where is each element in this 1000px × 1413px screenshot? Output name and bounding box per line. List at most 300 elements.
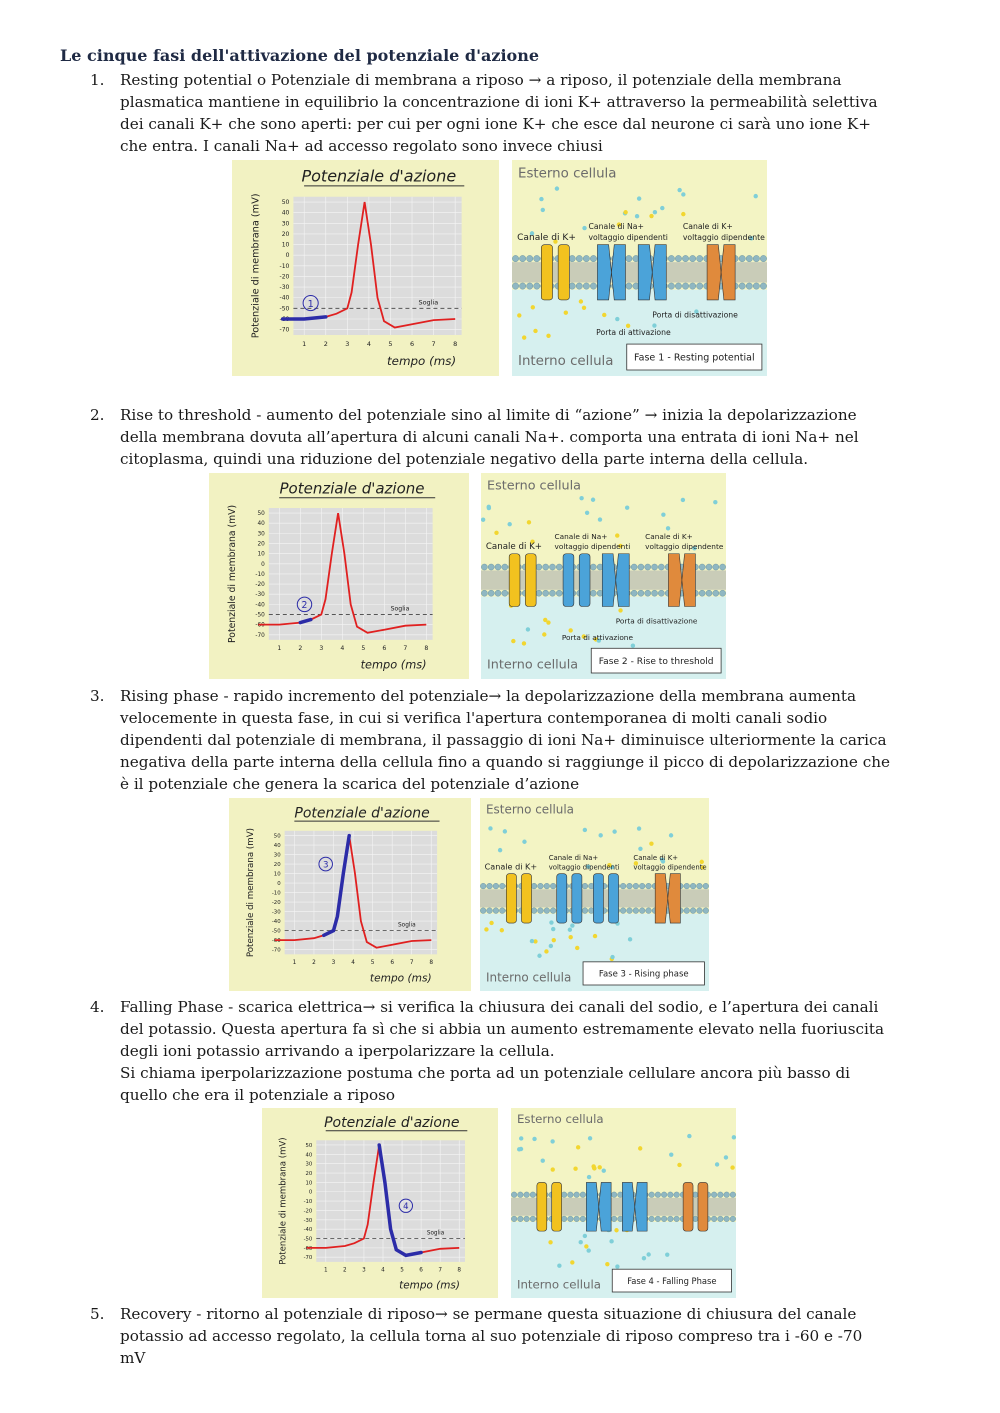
x-tick-label: 4 (340, 645, 345, 653)
action-potential-chart (229, 798, 471, 991)
phase-caption: Fase 1 - Resting potential (634, 352, 755, 364)
list-text: Rise to threshold - aumento del potenziale sino al limite di “azione” → inizia la depolarizzazione della membrana dovuta all’apertura di alcuni canali Na+. comporta una entrata di ioni Na+ nel citoplasma, quindi una riduzione del potenziale negativo della parte interna della cellula. (120, 406, 859, 468)
x-tick-label: 8 (457, 1267, 462, 1274)
y-tick-label: 40 (281, 209, 290, 217)
lipid-head (576, 283, 582, 289)
na-channel-label: voltaggio dipendenti (554, 542, 631, 552)
lipid-head (658, 564, 664, 570)
lipid-head (590, 564, 596, 570)
channel-subunit (509, 554, 520, 607)
sodium-ion (568, 928, 572, 932)
inactivation-gate-label: Porta di disattivazione (615, 616, 698, 626)
lipid-head (639, 883, 645, 889)
lipid-head (502, 564, 508, 570)
y-tick-label: 0 (285, 252, 290, 260)
lipid-head (655, 1192, 661, 1198)
sodium-ion (539, 197, 543, 201)
y-tick-label: -40 (271, 919, 281, 926)
sodium-ion (754, 194, 758, 198)
na-channel-label: Canale di Na+ (554, 531, 608, 541)
lipid-head (480, 883, 486, 889)
sodium-ion (487, 506, 491, 510)
channel-subunit (537, 1182, 547, 1231)
channel-subunit (721, 245, 735, 300)
y-tick-label: -20 (279, 273, 290, 281)
lipid-head (631, 564, 637, 570)
x-tick-label: 8 (424, 645, 429, 653)
sodium-ion (669, 1152, 673, 1156)
channel-subunit (602, 554, 615, 607)
channel-subunit (579, 554, 590, 607)
lipid-head (524, 1192, 530, 1198)
lipid-head (626, 255, 632, 261)
x-axis-label: tempo (ms) (399, 1279, 460, 1292)
lipid-head (684, 883, 690, 889)
channel-subunit (552, 1182, 562, 1231)
y-tick-label: -20 (255, 582, 265, 589)
chart-title: Potenziale d'azione (294, 805, 430, 822)
y-tick-label: -50 (303, 1236, 313, 1243)
potassium-ion (584, 1244, 588, 1248)
lipid-head (651, 564, 657, 570)
outside-label: Esterno cellula (486, 802, 575, 817)
lipid-head (536, 564, 542, 570)
lipid-head (495, 564, 501, 570)
x-tick-label: 5 (400, 1267, 404, 1274)
lipid-head (511, 1216, 517, 1222)
y-tick-label: 0 (308, 1189, 313, 1196)
sodium-ion (583, 1234, 587, 1238)
y-tick-label: 10 (281, 241, 290, 249)
lipid-head (711, 1216, 717, 1222)
potassium-ion (681, 212, 685, 216)
lipid-head (536, 590, 542, 596)
action-potential-chart (232, 160, 499, 376)
lipid-head (627, 908, 633, 914)
lipid-head (718, 1192, 724, 1198)
y-tick-label: -20 (271, 900, 281, 907)
lipid-head (661, 1192, 667, 1198)
lipid-head (753, 283, 759, 289)
y-tick-label: -60 (303, 1245, 313, 1252)
sodium-ion (635, 214, 639, 218)
x-tick-label: 5 (361, 645, 366, 653)
lipid-head (568, 1216, 574, 1222)
lipid-head (580, 1216, 586, 1222)
lipid-head (645, 564, 651, 570)
y-tick-label: -20 (303, 1208, 313, 1215)
sodium-ion (555, 186, 559, 190)
lipid-head (518, 1216, 524, 1222)
sodium-ion (549, 944, 553, 948)
lipid-head (649, 1192, 655, 1198)
inside-label: Interno cellula (517, 1277, 601, 1292)
outside-label: Esterno cellula (518, 166, 617, 182)
lipid-head (706, 590, 712, 596)
lipid-head (530, 1192, 536, 1198)
sodium-ion (586, 1248, 590, 1252)
potassium-ion (552, 938, 556, 942)
lipid-head (531, 908, 537, 914)
potassium-ion (527, 520, 531, 524)
lipid-head (631, 590, 637, 596)
y-tick-label: 50 (273, 833, 281, 840)
inactivation-gate-label: Porta di disattivazione (652, 310, 738, 320)
x-tick-label: 6 (390, 959, 395, 966)
sodium-ion (666, 526, 670, 530)
channel-subunit (616, 554, 629, 607)
channel-subunit (608, 874, 618, 923)
lipid-head (674, 1192, 680, 1198)
lipid-head (481, 590, 487, 596)
lipid-head (495, 590, 501, 596)
lipid-head (549, 564, 555, 570)
lipid-head (724, 1216, 730, 1222)
k-leak-channel-label: Canale di K+ (485, 542, 543, 553)
list-item-2 (90, 404, 890, 470)
potassium-ion (546, 620, 550, 624)
lipid-head (699, 590, 705, 596)
list-number: 3. (90, 687, 105, 705)
lipid-head (651, 590, 657, 596)
y-tick-label: -30 (271, 909, 281, 916)
sodium-ion (724, 1155, 728, 1159)
y-tick-label: 40 (305, 1152, 313, 1159)
lipid-head (689, 255, 695, 261)
x-tick-label: 4 (366, 339, 371, 348)
lipid-head (760, 283, 766, 289)
potassium-ion (500, 928, 504, 932)
lipid-head (627, 883, 633, 889)
y-tick-label: -10 (303, 1199, 313, 1206)
potassium-ion (602, 313, 606, 317)
list-item-5 (90, 1303, 890, 1369)
y-tick-label: 50 (305, 1142, 313, 1149)
potassium-ion (592, 1166, 596, 1170)
lipid-head (620, 883, 626, 889)
sodium-ion (646, 1252, 650, 1256)
sodium-ion (550, 1139, 554, 1143)
lipid-head (481, 564, 487, 570)
list-item-4 (90, 996, 890, 1106)
lipid-head (543, 564, 549, 570)
potassium-ion (598, 1165, 602, 1169)
lipid-head (668, 1216, 674, 1222)
x-tick-label: 4 (351, 959, 355, 966)
lipid-head (649, 1216, 655, 1222)
lipid-head (674, 1216, 680, 1222)
lipid-head (684, 908, 690, 914)
potassium-ion (615, 533, 619, 537)
lipid-head (638, 590, 644, 596)
sodium-ion (615, 1264, 619, 1268)
lipid-head (713, 590, 719, 596)
lipid-head (488, 564, 494, 570)
lipid-head (713, 564, 719, 570)
phase-caption: Fase 3 - Rising phase (598, 969, 689, 980)
activation-gate-label: Porta di attivazione (561, 632, 633, 642)
channel-subunit (558, 245, 569, 300)
lipid-head (746, 255, 752, 261)
lipid-head (658, 590, 664, 596)
sodium-ion (551, 927, 555, 931)
lipid-head (699, 564, 705, 570)
sodium-ion (517, 1147, 521, 1151)
y-axis-label: Potenziale di membrana (mV) (250, 193, 262, 339)
list-number: 5. (90, 1305, 105, 1323)
y-tick-label: -30 (279, 284, 290, 292)
sodium-ion (579, 496, 583, 500)
sodium-ion (532, 1137, 536, 1141)
sodium-ion (615, 317, 619, 321)
lipid-head (675, 283, 681, 289)
x-tick-label: 6 (382, 645, 387, 653)
x-tick-label: 5 (370, 959, 375, 966)
k-channel-label: voltaggio dipendente (682, 232, 765, 242)
lipid-head (590, 590, 596, 596)
action-potential-chart (262, 1108, 498, 1298)
potassium-ion (568, 935, 572, 939)
potassium-ion (614, 1228, 618, 1232)
sodium-ion (677, 188, 681, 192)
sodium-ion (583, 828, 587, 832)
x-axis-label: tempo (ms) (360, 657, 427, 672)
lipid-head (544, 883, 550, 889)
y-axis-label: Potenziale di membrana (mV) (246, 827, 257, 958)
k-channel-label: Canale di K+ (633, 853, 679, 862)
lipid-head (633, 883, 639, 889)
potassium-ion (623, 210, 627, 214)
y-tick-label: -50 (271, 928, 281, 935)
y-tick-label: -70 (279, 326, 290, 334)
sodium-ion (570, 923, 574, 927)
lipid-head (590, 255, 596, 261)
lipid-head (697, 283, 703, 289)
lipid-head (569, 255, 575, 261)
lipid-head (690, 883, 696, 889)
lipid-head (711, 1192, 717, 1198)
potassium-ion (579, 299, 583, 303)
lipid-head (556, 590, 562, 596)
phase-caption: Fase 2 - Rise to threshold (598, 657, 714, 668)
sodium-ion (637, 196, 641, 200)
y-tick-label: 10 (257, 551, 265, 558)
chart-title: Potenziale d'azione (301, 166, 457, 186)
lipid-head (502, 590, 508, 596)
k-leak-channel-label: Canale di K+ (484, 861, 538, 872)
lipid-head (574, 1216, 580, 1222)
sodium-ion (732, 1135, 736, 1139)
lipid-head (661, 1216, 667, 1222)
lipid-head (697, 883, 703, 889)
x-tick-label: 7 (409, 959, 414, 966)
lipid-head (693, 1216, 699, 1222)
sodium-ion (681, 192, 685, 196)
lipid-head (487, 908, 493, 914)
sodium-ion (713, 500, 717, 504)
lipid-head (519, 283, 525, 289)
sodium-ion (481, 518, 485, 522)
x-axis-label: tempo (ms) (369, 971, 432, 985)
inside-label: Interno cellula (518, 354, 614, 370)
lipid-head (682, 283, 688, 289)
potassium-ion (677, 1163, 681, 1167)
lipid-head (583, 283, 589, 289)
y-tick-label: -50 (255, 612, 265, 619)
sodium-ion (642, 1256, 646, 1260)
sodium-ion (598, 833, 602, 837)
channel-subunit (655, 874, 668, 923)
phase-marker-number: 3 (322, 860, 329, 871)
x-tick-label: 6 (409, 339, 415, 348)
y-tick-label: -40 (279, 294, 290, 302)
channel-subunit (586, 1182, 598, 1231)
sodium-ion (541, 208, 545, 212)
lipid-head (724, 1192, 730, 1198)
x-tick-label: 1 (323, 1267, 328, 1274)
phase-marker-number: 1 (307, 298, 314, 310)
lipid-head (538, 908, 544, 914)
potassium-ion (511, 639, 515, 643)
lipid-head (574, 1192, 580, 1198)
x-tick-label: 8 (453, 339, 458, 348)
sodium-ion (669, 833, 673, 837)
x-tick-label: 1 (277, 645, 282, 653)
membrane-diagram (480, 798, 709, 991)
potassium-ion (517, 313, 521, 317)
lipid-head (668, 283, 674, 289)
potassium-ion (489, 921, 493, 925)
list-number: 4. (90, 998, 105, 1016)
channel-subunit (572, 874, 582, 923)
lipid-head (639, 908, 645, 914)
sodium-ion (549, 920, 553, 924)
channel-subunit (525, 554, 536, 607)
lipid-head (534, 283, 540, 289)
y-tick-label: -10 (271, 890, 281, 897)
y-tick-label: 20 (273, 862, 281, 869)
sodium-ion (612, 829, 616, 833)
sodium-ion (530, 939, 534, 943)
lipid-head (611, 1216, 617, 1222)
lipid-head (511, 1192, 517, 1198)
lipid-head (730, 1216, 736, 1222)
lipid-head (718, 1216, 724, 1222)
sodium-ion (598, 517, 602, 521)
channel-subunit (541, 245, 552, 300)
y-tick-label: -70 (271, 947, 281, 954)
y-tick-label: -60 (271, 938, 281, 945)
sodium-ion (591, 498, 595, 502)
y-tick-label: 50 (257, 511, 265, 518)
sodium-ion (522, 840, 526, 844)
lipid-head (646, 908, 652, 914)
lipid-head (720, 590, 726, 596)
sodium-ion (602, 1169, 606, 1173)
potassium-ion (542, 632, 546, 636)
sodium-ion (587, 1175, 591, 1179)
sodium-ion (507, 522, 511, 526)
y-tick-label: -70 (303, 1255, 313, 1262)
lipid-head (569, 283, 575, 289)
lipid-head (480, 908, 486, 914)
y-tick-label: -40 (255, 602, 265, 609)
lipid-head (706, 564, 712, 570)
threshold-label: Soglia (426, 1230, 445, 1237)
lipid-head (582, 908, 588, 914)
k-channel-label: voltaggio dipendente (633, 863, 707, 872)
lipid-head (730, 1192, 736, 1198)
x-tick-label: 6 (419, 1267, 423, 1274)
list-text: Falling Phase - scarica elettrica→ si verifica la chiusura dei canali del sodio, e l’apertura dei canali del potassio. Questa apertura fa sì che si abbia un aumento estremamente elevato nella fuoriuscita degli ioni potassio arrivando a iperpolarizzare la cellula. (120, 998, 885, 1060)
lipid-head (668, 255, 674, 261)
sodium-ion (582, 226, 586, 230)
channel-subunit (668, 874, 681, 923)
channel-subunit (563, 554, 574, 607)
channel-subunit (622, 1182, 634, 1231)
lipid-head (753, 255, 759, 261)
potassium-ion (605, 1262, 609, 1266)
y-tick-label: 40 (273, 843, 281, 850)
y-tick-label: -70 (255, 632, 265, 639)
inside-label: Interno cellula (486, 970, 572, 985)
lipid-head (527, 255, 533, 261)
potassium-ion (649, 214, 653, 218)
y-tick-label: 20 (305, 1171, 313, 1178)
x-tick-label: 2 (298, 645, 303, 653)
lipid-head (739, 283, 745, 289)
y-tick-label: -60 (279, 316, 290, 324)
y-tick-label: 20 (281, 230, 290, 238)
lipid-head (590, 283, 596, 289)
sodium-ion (687, 1134, 691, 1138)
x-tick-label: 8 (429, 959, 434, 966)
lipid-head (519, 255, 525, 261)
y-tick-label: -10 (255, 571, 265, 578)
x-tick-label: 3 (331, 959, 336, 966)
lipid-head (583, 255, 589, 261)
y-axis-label: Potenziale di membrana (mV) (278, 1137, 289, 1265)
sodium-ion (588, 1136, 592, 1140)
potassium-ion (533, 329, 537, 333)
lipid-head (675, 255, 681, 261)
lipid-head (524, 1216, 530, 1222)
sodium-ion (661, 512, 665, 516)
sodium-ion (609, 1239, 613, 1243)
y-tick-label: 20 (257, 541, 265, 548)
k-channel-label: Canale di K+ (682, 222, 733, 232)
lipid-head (580, 1192, 586, 1198)
page-title: Le cinque fasi dell'attivazione del potenziale d'azione (60, 46, 539, 65)
na-channel-label: voltaggio dipendenti (548, 863, 620, 872)
k-channel-label: Canale di K+ (645, 531, 693, 541)
list-number: 2. (90, 406, 105, 424)
potassium-ion (730, 1165, 734, 1169)
lipid-head (550, 883, 556, 889)
channel-subunit (593, 874, 603, 923)
na-channel-label: Canale di Na+ (548, 853, 599, 862)
lipid-head (561, 1192, 567, 1198)
sodium-ion (557, 1263, 561, 1267)
potassium-ion (544, 949, 548, 953)
membrane-diagram (481, 473, 726, 679)
potassium-ion (522, 335, 526, 339)
lipid-head (638, 564, 644, 570)
sodium-ion (631, 644, 635, 648)
lipid-head (499, 908, 505, 914)
potassium-ion (484, 927, 488, 931)
sodium-ion (665, 1252, 669, 1256)
